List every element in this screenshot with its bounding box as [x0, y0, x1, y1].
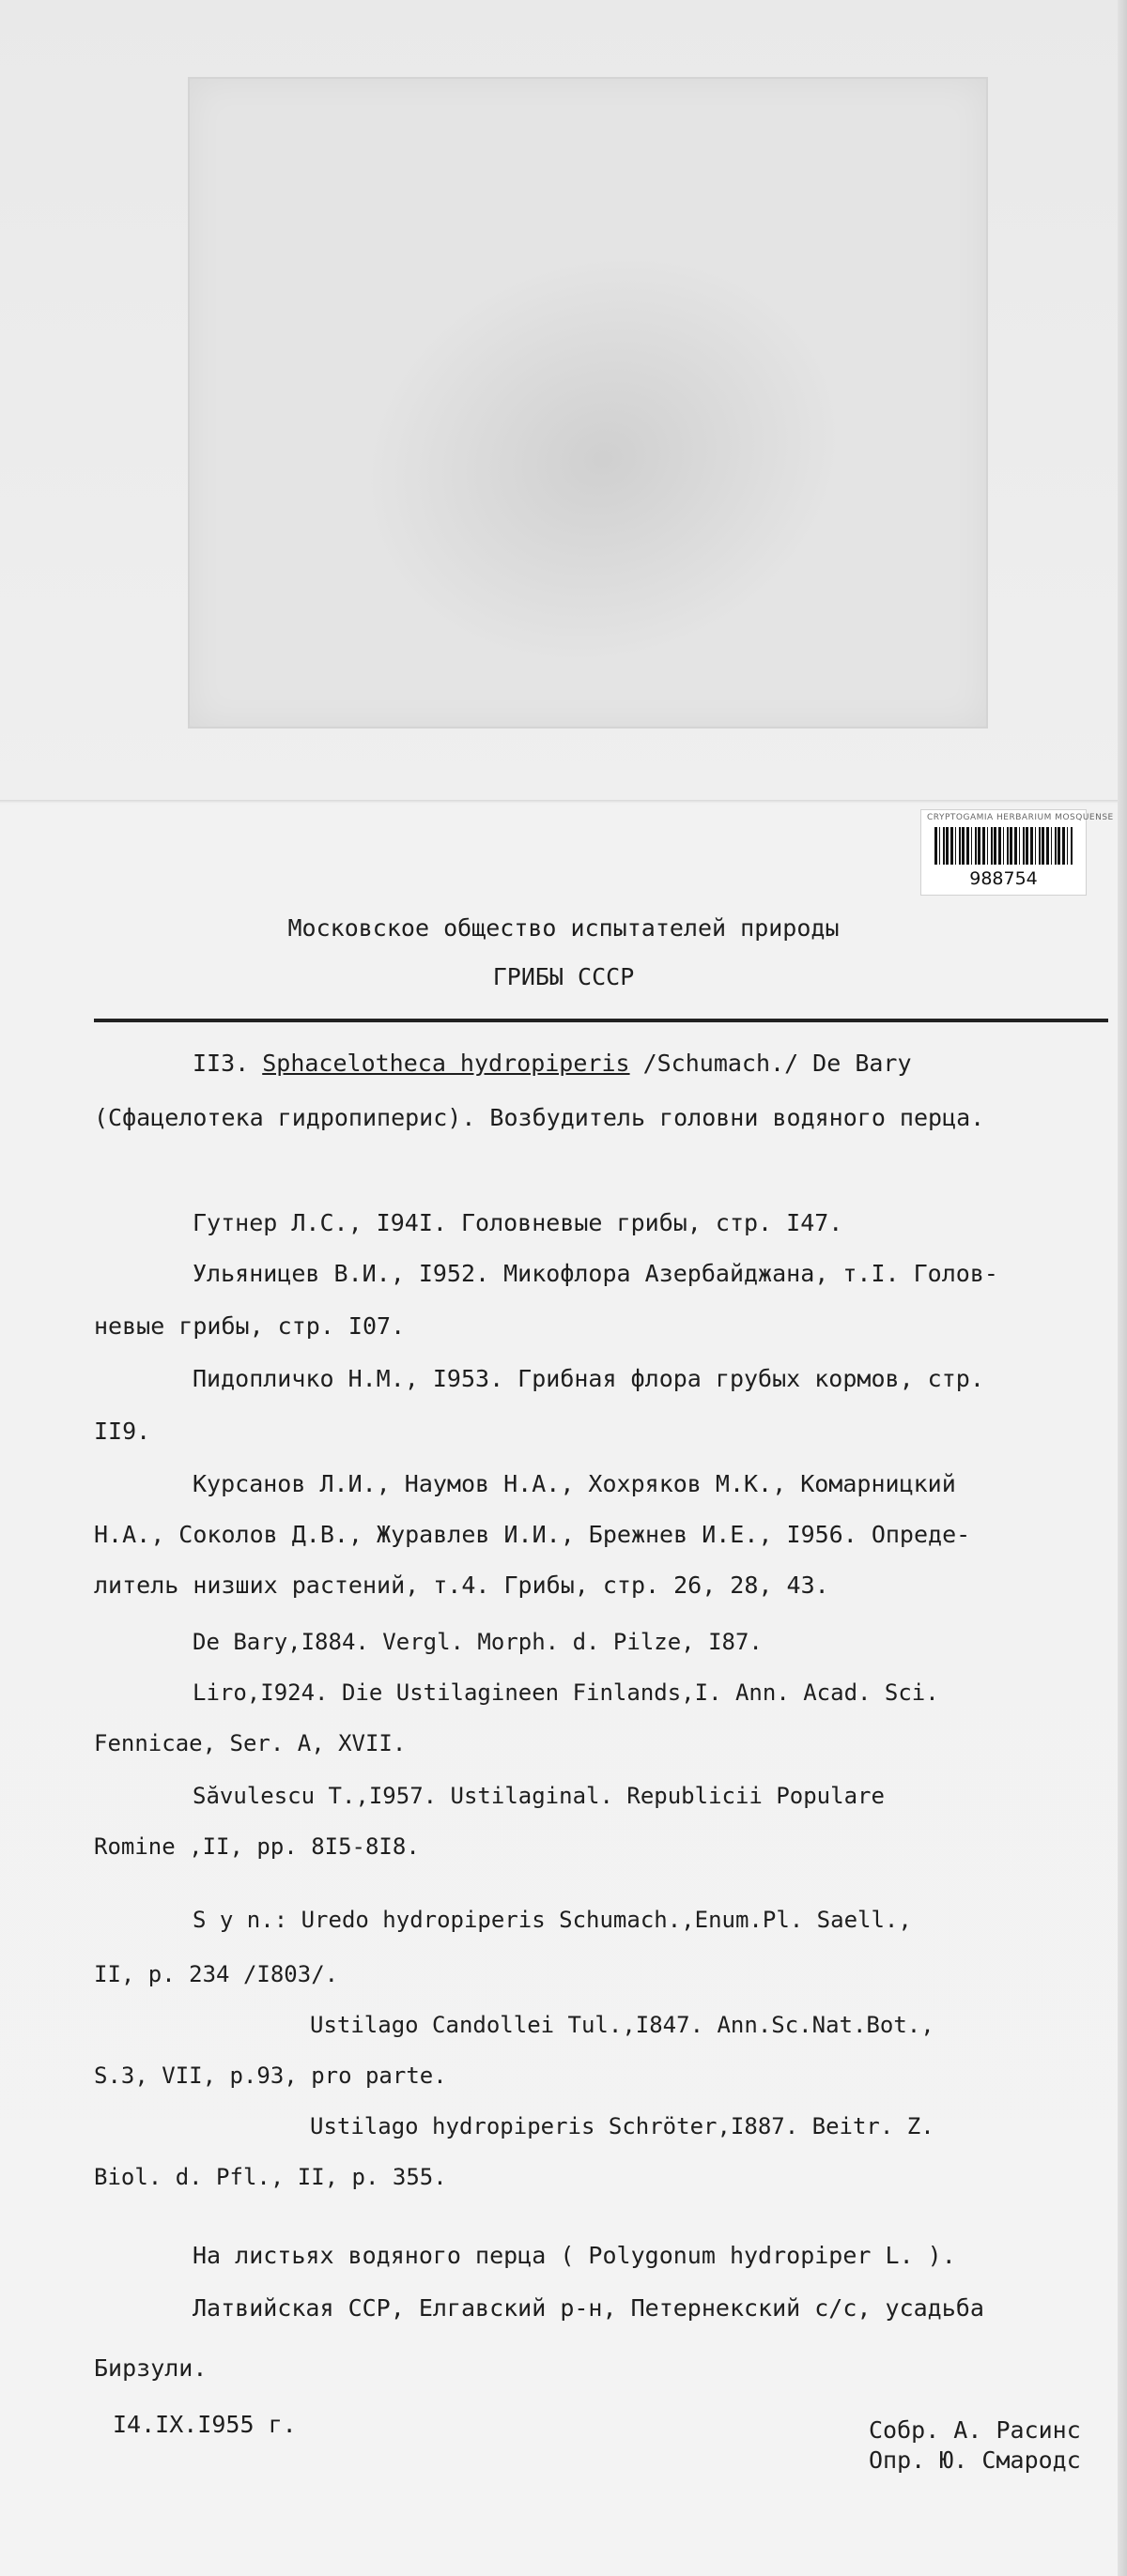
synonym-line: S y n.: Uredo hydropiperis Schumach.,Enum.Pl. Saell.,: [193, 1907, 912, 1933]
reference-line: De Bary,I884. Vergl. Morph. d. Pilze, I87.: [193, 1629, 763, 1655]
collector: Собр. А. Расинс: [869, 2416, 1081, 2444]
sheet-edge: [1118, 0, 1127, 2576]
collection-date: I4.IX.I955 г.: [113, 2411, 297, 2438]
species-number: II3.: [193, 1050, 250, 1077]
habitat-line: Бирзули.: [94, 2354, 208, 2382]
habitat-line: Латвийская ССР, Елгавский р-н, Петернекский с/с, усадьба: [193, 2294, 984, 2322]
barcode-label: [920, 809, 1114, 896]
specimen-imprint: [308, 192, 897, 727]
reference-line: II9.: [94, 1418, 151, 1445]
specimen-packet: [188, 77, 988, 728]
barcode-icon: [934, 827, 1073, 865]
reference-line: Н.А., Соколов Д.В., Журавлев И.И., Брежнев И.Е., I956. Опреде-: [94, 1521, 971, 1548]
reference-line: Romine ,II, pp. 8I5-8I8.: [94, 1833, 420, 1860]
reference-line: Пидопличко Н.М., I953. Грибная флора грубых кормов, стр.: [193, 1365, 984, 1392]
species-authority: /Schumach./ De Bary: [642, 1050, 912, 1077]
header-divider: [94, 1019, 1108, 1022]
species-heading: [193, 1050, 912, 1078]
reference-line: Курсанов Л.И., Наумов Н.А., Хохряков М.К., Комарницкий: [193, 1470, 956, 1497]
synonym-line: Biol. d. Pfl., II, p. 355.: [94, 2164, 447, 2190]
species-russian: (Сфацелотека гидропиперис). Возбудитель головни водяного перца.: [94, 1104, 985, 1131]
series-title: ГРИБЫ СССР: [492, 963, 635, 990]
barcode-caption: CRYPTOGAMIA HERBARIUM MOSQUENSE: [927, 813, 1114, 822]
synonym-line: Ustilago hydropiperis Schröter,I887. Beitr. Z.: [310, 2113, 934, 2139]
reference-line: невые грибы, стр. I07.: [94, 1312, 406, 1340]
reference-line: Гутнер Л.С., I94I. Головневые грибы, стр. I47.: [193, 1209, 843, 1236]
synonym-line: S.3, VII, p.93, pro parte.: [94, 2062, 447, 2089]
reference-line: литель низших растений, т.4. Грибы, стр. 26, 28, 43.: [94, 1572, 829, 1599]
society-title: Московское общество испытателей природы: [287, 914, 840, 942]
habitat-line: На листьях водяного перца ( Polygonum hydropiper L. ).: [193, 2242, 956, 2269]
determiner: Опр. Ю. Смародс: [869, 2446, 1081, 2474]
barcode-number: 988754: [969, 868, 1038, 889]
synonym-line: II, p. 234 /I803/.: [94, 1961, 339, 1987]
reference-line: Ульяницев В.И., I952. Микофлора Азербайджана, т.I. Голов-: [193, 1260, 998, 1287]
reference-line: Săvulescu T.,I957. Ustilaginal. Republicii Populare: [193, 1783, 885, 1809]
species-name: Sphacelotheca hydropiperis: [262, 1050, 630, 1077]
synonym-line: Ustilago Candollei Tul.,I847. Ann.Sc.Nat.Bot.,: [310, 2012, 934, 2038]
reference-line: Fennicae, Ser. A, XVII.: [94, 1730, 407, 1756]
packet-fold: [0, 800, 1127, 804]
reference-line: Liro,I924. Die Ustilagineen Finlands,I. Ann. Acad. Sci.: [193, 1679, 939, 1706]
